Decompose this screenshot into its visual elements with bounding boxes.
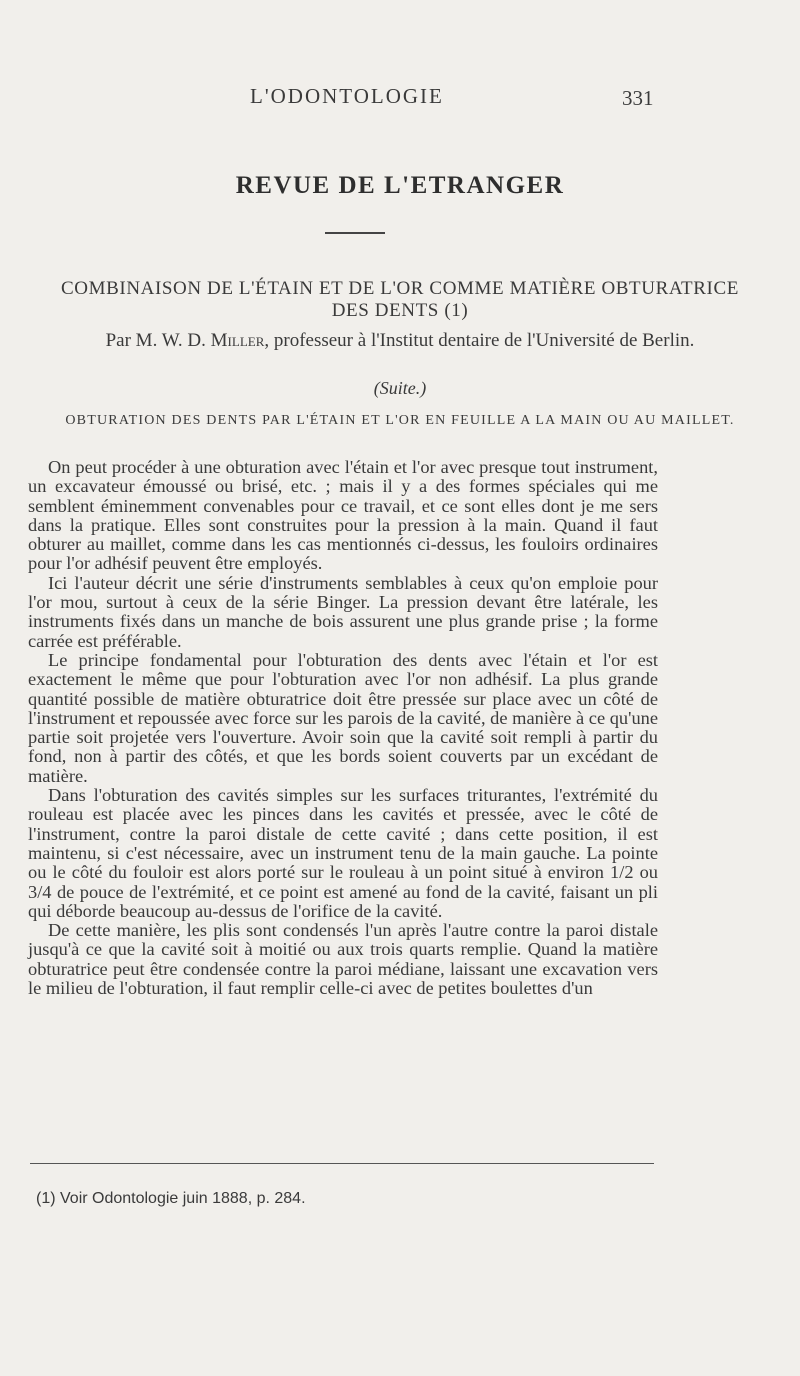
- byline-affiliation: , professeur à l'Institut dentaire de l'Université de Berlin.: [264, 330, 695, 351]
- title-divider: [325, 232, 385, 234]
- footnote-divider: [30, 1163, 654, 1164]
- paragraph: Ici l'auteur décrit une série d'instruments semblables à ceux qu'on emploie pour l'or mou, surtout à ceux de la série Binger. La pression devant être latérale, les instruments fixés dans un manche de bois assurent une plus grande prise ; la forme carrée est préférable.: [28, 572, 658, 651]
- continuation-note: (Suite.): [373, 378, 427, 398]
- byline: [40, 330, 760, 352]
- paragraph: On peut procéder à une obturation avec l'étain et l'or avec presque tout instrument, un excavateur émoussé ou brisé, etc. ; mais il y a des formes spéciales qui me semblent éminemment convenables pour ce travail, et ce sont elles dont je me sers dans la pratique. Elles sont construites pour la pression à la main. Quand il faut obturer au maillet, comme dans les cas mentionnés ci-dessus, les fouloirs ordinaires pour l'or adhésif peuvent être employés.: [28, 457, 658, 574]
- byline-prefix: Par M. W. D.: [105, 330, 211, 351]
- article-body: [28, 458, 658, 998]
- author-name: Miller: [210, 330, 265, 351]
- paragraph: Dans l'obturation des cavités simples sur les surfaces triturantes, l'extrémité du rouleau est placée avec les pinces dans les cavités et pressée, avec le côté de l'instrument, contre la paroi distale de cette cavité ; dans cette position, il est maintenu, si c'est nécessaire, avec un instrument tenu de la main gauche. La pointe ou le côté du fouloir est alors porté sur le rouleau à un point situé à environ 1/2 ou 3/4 de pouce de l'extrémité, et ce point est amené au fond de la cavité, faisant un pli qui déborde beaucoup au-dessus de l'orifice de la cavité.: [28, 785, 658, 921]
- subsection-heading: OBTURATION DES DENTS PAR L'ÉTAIN ET L'OR EN FEUILLE A LA MAIN OU AU MAILLET.: [65, 413, 735, 428]
- section-title: REVUE DE L'ETRANGER: [235, 172, 565, 199]
- running-header: [0, 84, 800, 114]
- paragraph: Le principe fondamental pour l'obturation des dents avec l'étain et l'or est exactement le même que pour l'obturation avec l'or non adhésif. La plus grande quantité possible de matière obturatrice doit être pressée sur place avec un côté de l'instrument et repoussée avec force sur les parois de la cavité, de manière à ce qu'une partie soit projetée vers l'ouverture. Avoir soin que la cavité soit rempli à partir du fond, non à partir des côtés, et que les bords soient couverts par un excédant de matière.: [28, 649, 658, 786]
- footnote: (1) Voir Odontologie juin 1888, p. 284.: [36, 1190, 306, 1207]
- journal-title: L'ODONTOLOGIE: [250, 84, 444, 108]
- page-number: 331: [622, 86, 654, 110]
- article-title: COMBINAISON DE L'ÉTAIN ET DE L'OR COMME MATIÈRE OBTURATRICE DES DENTS (1): [61, 278, 739, 321]
- paragraph: De cette manière, les plis sont condensés l'un après l'autre contre la paroi distale jusqu'à ce que la cavité soit à moitié ou aux trois quarts remplie. Quand la matière obturatrice peut être condensée contre la paroi médiane, laissant une excavation vers le milieu de l'obturation, il faut remplir celle-ci avec de petites boulettes d'un: [28, 920, 658, 999]
